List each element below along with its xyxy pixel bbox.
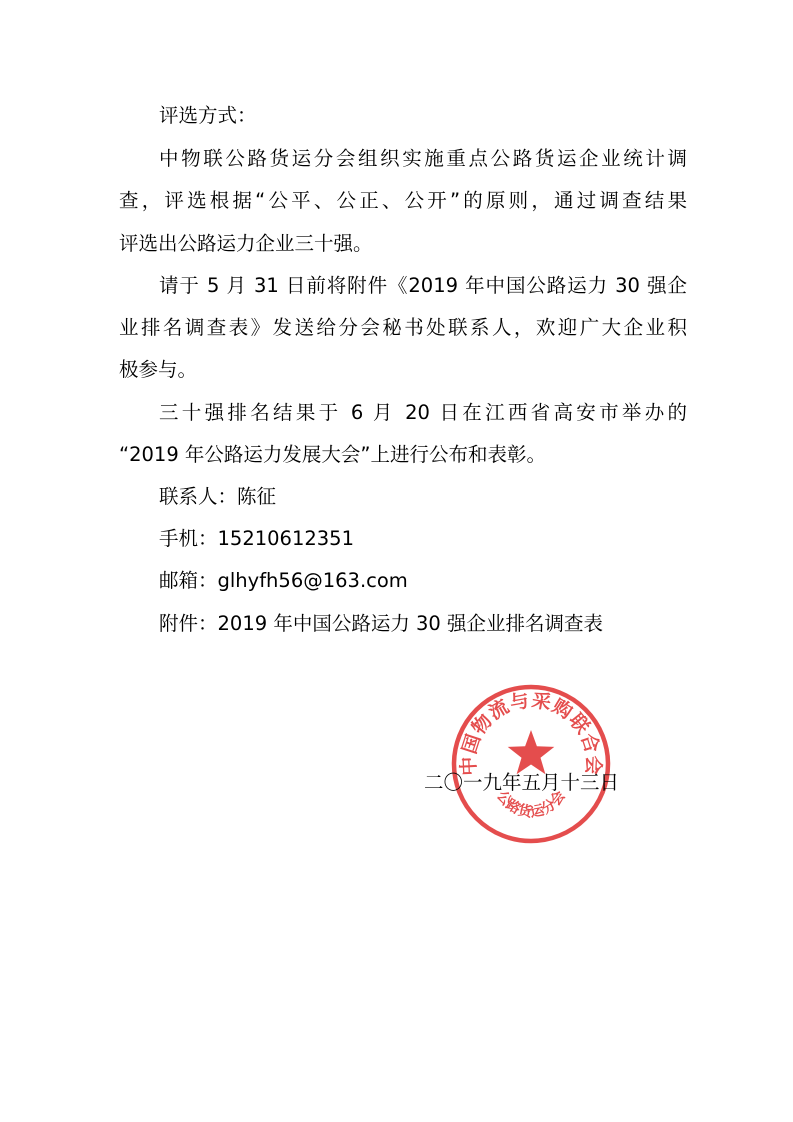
paragraph-2-line-1: 请于 5 月 31 日前将附件《2019 年中国公路运力 30 强企 [159,274,687,297]
paragraph-2-line-3: 极参与。 [119,358,198,381]
paragraph-3-line-1: 三十强排名结果于 6 月 20 日在江西省高安市举办的 [159,401,687,424]
paragraph-1-line-3: 评选出公路运力企业三十强。 [119,232,373,255]
attachment-line: 附件：2019 年中国公路运力 30 强企业排名调查表 [159,612,604,635]
official-seal-icon [450,683,612,845]
document-date: 二〇一九年五月十三日 [424,771,620,794]
contact-person: 联系人：陈征 [159,485,277,508]
seal-top-text: 中国物流与采购联合会 [457,689,605,777]
paragraph-1-line-2: 查，评选根据“公平、公正、公开”的原则，通过调查结果 [119,189,687,212]
section-heading: 评选方式： [159,104,257,127]
contact-phone: 手机：15210612351 [159,527,354,550]
paragraph-1-line-1: 中物联公路货运分会组织实施重点公路货运企业统计调 [159,147,687,170]
contact-email: 邮箱：glhyfh56@163.com [159,569,408,592]
paragraph-3-line-2: “2019 年公路运力发展大会”上进行公布和表彰。 [119,443,547,466]
paragraph-2-line-2: 业排名调查表》发送给分会秘书处联系人，欢迎广大企业积 [119,316,687,339]
seal-bottom-text: 公路货运分会 [493,788,569,821]
